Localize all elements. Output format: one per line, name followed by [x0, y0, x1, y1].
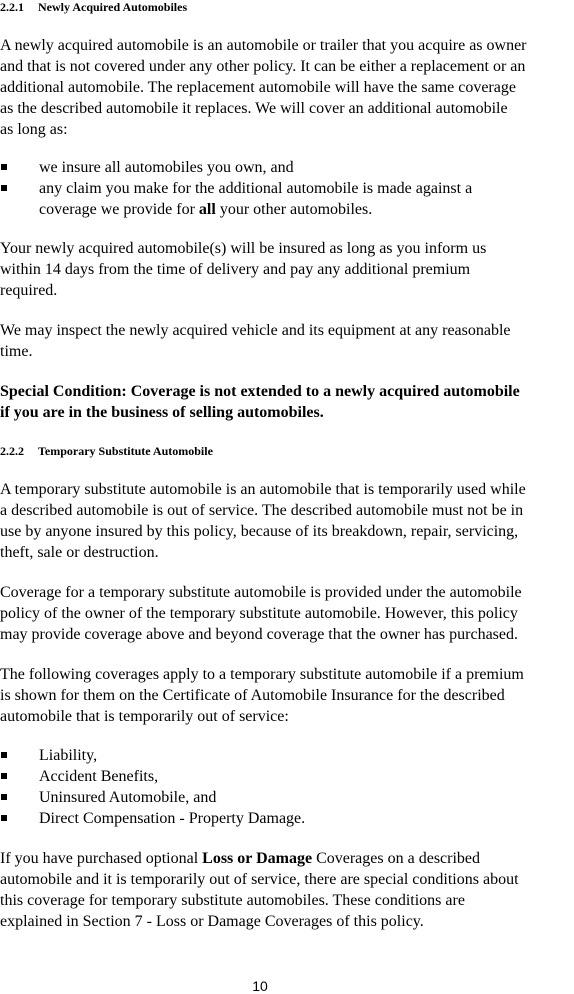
- text-line: and that is not covered under any other policy. It can be either a replacement or an: [0, 58, 526, 75]
- text-run: Coverages on a described: [312, 850, 481, 867]
- bullet-text: Accident Benefits,: [39, 768, 159, 785]
- text-line: A newly acquired automobile is an automobile or trailer that you acquire as owner: [0, 37, 527, 54]
- emphasis-text: all: [198, 201, 216, 218]
- text-line: additional automobile. The replacement automobile will have the same coverage: [0, 79, 516, 96]
- text-line: as the described automobile it replaces. We will cover an additional automobile: [0, 100, 508, 117]
- text-line: explained in Section 7 - Loss or Damage Coverages of this policy.: [0, 913, 424, 930]
- paragraph-temporary-substitute-definition: [0, 479, 574, 563]
- text-line: automobile that is temporarily out of service:: [0, 708, 289, 725]
- bullet-text: [39, 199, 372, 220]
- bullet-square-icon: [1, 164, 7, 170]
- paragraph-notify-period: [0, 238, 574, 301]
- text-line: time.: [0, 343, 33, 360]
- special-condition: [0, 381, 574, 423]
- section-title: Temporary Substitute Automobile: [38, 444, 213, 458]
- paragraph-loss-or-damage: [0, 848, 574, 932]
- section-heading-2-2-2: [0, 444, 213, 458]
- bullet-text: Direct Compensation - Property Damage.: [39, 810, 306, 827]
- paragraph-coverages-apply: [0, 664, 574, 727]
- text-line: theft, sale or destruction.: [0, 544, 159, 561]
- text-line: Coverage for a temporary substitute automobile is provided under the automobile: [0, 584, 522, 601]
- text-line: this coverage for temporary substitute automobiles. These conditions are: [0, 892, 465, 909]
- text-run: If you have purchased optional: [0, 850, 203, 867]
- text-line: required.: [0, 282, 58, 299]
- paragraph-newly-acquired-definition: [0, 35, 574, 140]
- text-line: if you are in the business of selling automobiles.: [0, 404, 324, 421]
- section-heading-2-2-1: [0, 0, 187, 14]
- text-line: policy of the owner of the temporary substitute automobile. However, this policy: [0, 605, 518, 622]
- text-line: as long as:: [0, 121, 68, 138]
- bullet-text: any claim you make for the additional automobile is made against a: [39, 180, 473, 197]
- text-line: within 14 days from the time of delivery and pay any additional premium: [0, 261, 471, 278]
- text-line: Your newly acquired automobile(s) will be insured as long as you inform us: [0, 240, 487, 257]
- section-title: Newly Acquired Automobiles: [38, 0, 188, 14]
- text-line: may provide coverage above and beyond coverage that the owner has purchased.: [0, 626, 519, 643]
- paragraph-coverage-owner-policy: [0, 582, 574, 645]
- bullet-text: Liability,: [39, 747, 98, 764]
- text-line: a described automobile is out of service. The described automobile must not be in: [0, 502, 524, 519]
- bullet-text: we insure all automobiles you own, and: [39, 159, 294, 176]
- text-run: coverage we provide for: [39, 201, 199, 218]
- page-number: 10: [252, 978, 268, 994]
- bullet-square-icon: [1, 773, 7, 779]
- text-line: The following coverages apply to a temporary substitute automobile if a premium: [0, 666, 524, 683]
- section-number: 2.2.1: [0, 0, 24, 14]
- bullet-square-icon: [1, 815, 7, 821]
- bullet-text: Uninsured Automobile, and: [39, 789, 217, 806]
- section-number: 2.2.2: [0, 444, 24, 458]
- text-line: We may inspect the newly acquired vehicle and its equipment at any reasonable: [0, 322, 511, 339]
- emphasis-text: Loss or Damage: [202, 850, 313, 867]
- bullet-square-icon: [1, 752, 7, 758]
- text-run: your other automobiles.: [215, 201, 373, 218]
- text-line: Special Condition: Coverage is not extended to a newly acquired automobile: [0, 383, 520, 400]
- text-line: use by anyone insured by this policy, because of its breakdown, repair, servicing,: [0, 523, 519, 540]
- text-line: automobile and it is temporarily out of service, there are special conditions about: [0, 871, 519, 888]
- text-line: is shown for them on the Certificate of Automobile Insurance for the described: [0, 687, 505, 704]
- bullet-square-icon: [1, 185, 7, 191]
- paragraph-inspection: [0, 320, 574, 362]
- text-line: [0, 848, 574, 869]
- bullet-square-icon: [1, 794, 7, 800]
- text-line: A temporary substitute automobile is an automobile that is temporarily used while: [0, 481, 526, 498]
